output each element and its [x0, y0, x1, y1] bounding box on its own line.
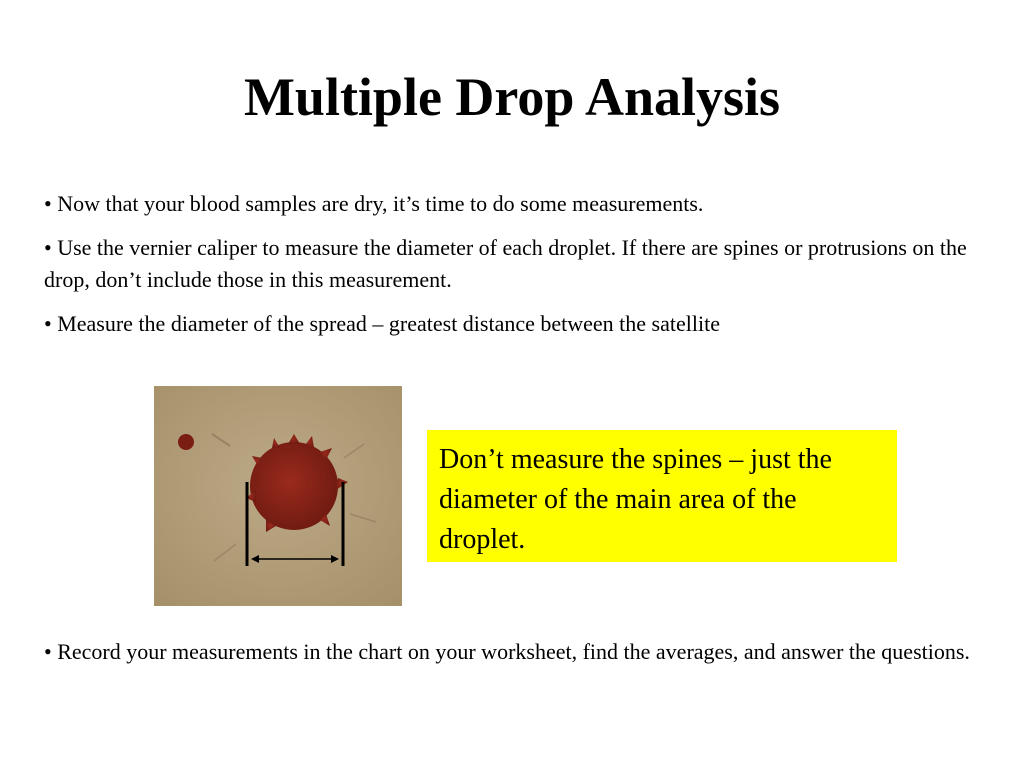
- bullet-item: • Use the vernier caliper to measure the diameter of each droplet. If there are spines or protrusions on the drop, don’t include those in this measurement.: [44, 235, 967, 292]
- blood-drop-photo: [154, 386, 402, 606]
- slide-title: Multiple Drop Analysis: [243, 67, 781, 127]
- callout-note: Don’t measure the spines – just the diameter of the main area of the droplet.: [427, 430, 897, 562]
- bullet-item-bottom: • Record your measurements in the chart on your worksheet, find the averages, and answer the questions.: [44, 639, 970, 664]
- satellite-drop: [178, 434, 194, 450]
- bullet-item: • Measure the diameter of the spread – greatest distance between the satellite: [44, 311, 720, 336]
- bullet-item: • Now that your blood samples are dry, it’s time to do some measurements.: [44, 191, 704, 216]
- blood-drop-illustration: [154, 386, 402, 606]
- bullet-list: [44, 188, 984, 352]
